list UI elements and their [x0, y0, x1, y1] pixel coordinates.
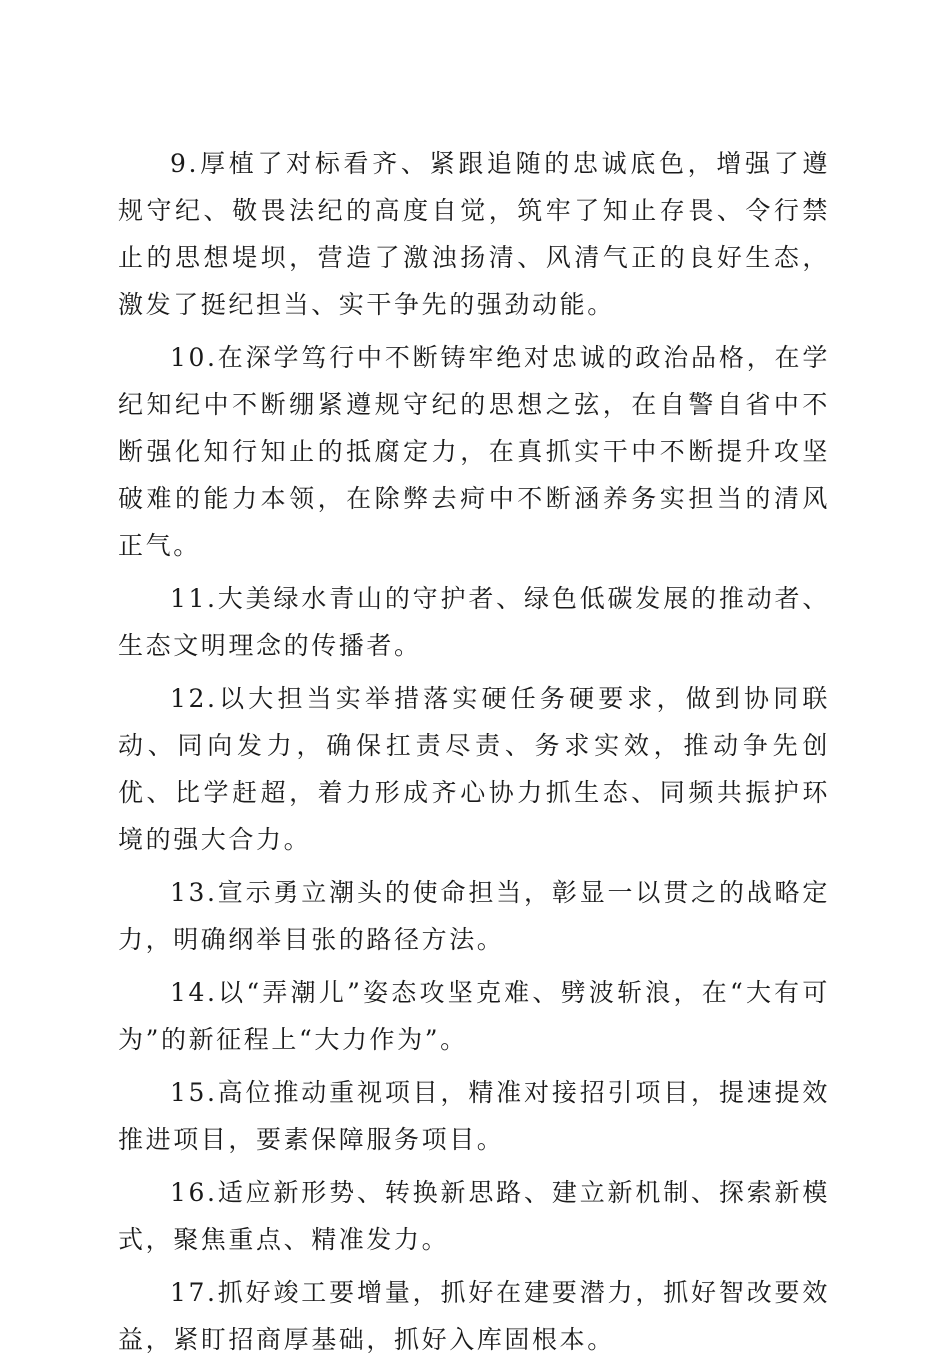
- paragraph-11: 11.大美绿水青山的守护者、绿色低碳发展的推动者、生态文明理念的传播者。: [118, 584, 830, 660]
- paragraph-17: 17.抓好竣工要增量，抓好在建要潜力，抓好智改要效益，紧盯招商厚基础，抓好入库固根本。: [118, 1278, 830, 1354]
- paragraph-16: 16.适应新形势、转换新思路、建立新机制、探索新模式，聚焦重点、精准发力。: [118, 1178, 830, 1254]
- paragraph-9: 9.厚植了对标看齐、紧跟追随的忠诚底色，增强了遵规守纪、敬畏法纪的高度自觉，筑牢了知止存畏、令行禁止的思想堤坝，营造了激浊扬清、风清气正的良好生态，激发了挺纪担当、实干争先的强劲动能。: [118, 149, 830, 319]
- paragraph-14: 14.以“弄潮儿”姿态攻坚克难、劈波斩浪，在“大有可为”的新征程上“大力作为”。: [118, 978, 830, 1054]
- paragraph-15: 15.高位推动重视项目，精准对接招引项目，提速提效推进项目，要素保障服务项目。: [118, 1078, 830, 1154]
- paragraph-13: 13.宣示勇立潮头的使命担当，彰显一以贯之的战略定力，明确纲举目张的路径方法。: [118, 878, 830, 954]
- document-body: [118, 140, 830, 1369]
- paragraph-10: 10.在深学笃行中不断铸牢绝对忠诚的政治品格，在学纪知纪中不断绷紧遵规守纪的思想之弦，在自警自省中不断强化知行知止的抵腐定力，在真抓实干中不断提升攻坚破难的能力本领，在除弊去疴中不断涵养务实担当的清风正气。: [118, 343, 830, 560]
- paragraph-12: 12.以大担当实举措落实硬任务硬要求，做到协同联动、同向发力，确保扛责尽责、务求实效，推动争先创优、比学赶超，着力形成齐心协力抓生态、同频共振护环境的强大合力。: [118, 684, 830, 854]
